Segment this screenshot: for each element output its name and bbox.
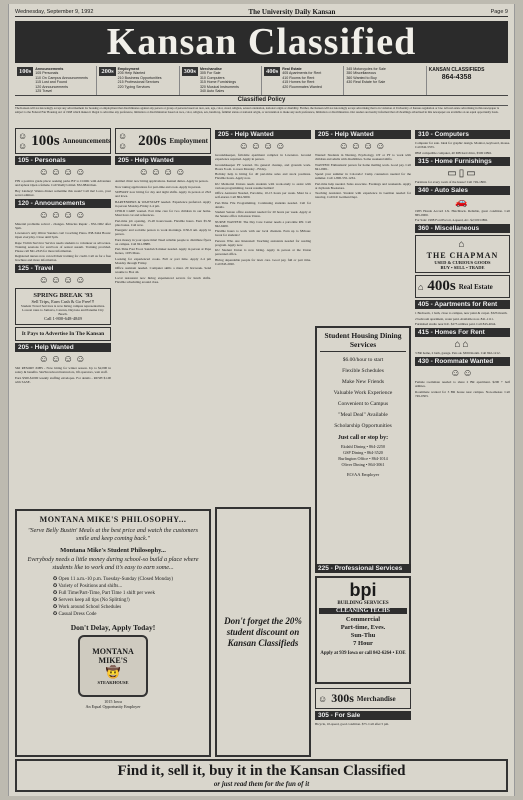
category-item: 360 Wanted to Buy (346, 75, 377, 80)
find-it-subline: or just read them for the fun of it (213, 780, 310, 788)
classified-ad: WANTED: Enthusiastic person for home mailing work. Good pay. Call 841-0001. (315, 162, 411, 171)
dining-benefit: $6.00/hour to start (342, 357, 384, 363)
category-item: 210 Business Opportunities (117, 75, 162, 80)
folio-page-number: Page 9 (490, 8, 508, 15)
section-heading: 315 - Home Furnishings (415, 157, 510, 166)
masthead (15, 21, 508, 63)
people-icon: ☺ (318, 693, 329, 704)
classified-ad: Furniture for every room of the house! Call 749-1800. (415, 179, 487, 184)
banner-label: Announcements (62, 137, 111, 145)
classified-ad: Looking for experienced cooks. Full or part time. Apply 2-4 pm Monday through Friday. (115, 256, 211, 265)
section-banner-400s (415, 275, 510, 298)
montana-benefit: ✪ Variety of Positions and shifts... (53, 584, 123, 589)
classified-ad: Hiring dependable people for lawn care. Good pay, full or part time. Call 843-2020. (215, 257, 311, 266)
classified-ad: Teaching Assistant. Student with experience in German needed for tutoring. Call KU German Dept. (315, 191, 411, 199)
category-box: 100s (19, 68, 32, 75)
discount-text: Don't forget the 20% student discount on Kansan Classifieds (224, 615, 302, 648)
contact-box (429, 67, 485, 81)
category-item: 430 Real Estate for Sale (346, 80, 386, 85)
discount-promo (215, 507, 311, 757)
montana-benefit: ✪ Open 11 a.m.-10 p.m. Tuesday-Sunday (Closed Monday) (53, 577, 173, 582)
classified-ad: KU Student Union is now hiring. Apply in person at the Union personnel office. (215, 248, 311, 256)
cowboy-icon: 🤠 (105, 665, 121, 679)
section-heading: 205 - Help Wanted (315, 130, 411, 139)
category-item: 220 Typing Services (117, 84, 150, 89)
classified-ad: Material problems solved - changes. Miracles Repair - 832-1962 after 5pm. (15, 221, 111, 230)
category-200s (97, 66, 179, 95)
people-icon: ☺☺☺☺ (38, 167, 88, 178)
classified-ad: Earn $500-$1000 weekly stuffing envelopes. For details - RUSH $1.00 with SASE. (15, 375, 111, 384)
classified-ad: CHILD CARE wanted. Part time care for two children in our home. Must have car and references. (115, 209, 211, 217)
dining-benefit: Valuable Work Experience (333, 390, 393, 396)
section-heading: 105 - Personals (15, 156, 111, 165)
banner-number: 100s (31, 132, 60, 149)
classified-ad: Furnished studio near KU. $275 utilities paid. Call 843-4044. (415, 322, 497, 326)
category-list (118, 67, 162, 89)
category-item: 205 Help Wanted (117, 71, 146, 76)
section-banner-300s (315, 688, 411, 709)
benefit-text: Servers keep all tips (No Splitting!) (58, 598, 130, 603)
folio-date: Wednesday, September 9, 1992 (15, 8, 94, 15)
dining-eo: EO/AA Employer (346, 472, 380, 477)
dining-benefit: Make New Friends (341, 379, 385, 385)
category-box: 400s (265, 68, 279, 75)
house-icon: ⌂⌂ (454, 339, 471, 350)
montana-benefits (23, 576, 203, 618)
banner-label: Real Estate (458, 282, 493, 291)
section-heading: 340 - Auto Sales (415, 186, 510, 195)
section-heading: 205 - Help Wanted (15, 343, 111, 352)
classified-ad: Rape Victim Survivor Service needs students to volunteer as advocates. Training sessions for survivors of sexual assault. Training provided. Please call 841-2345 for more information. (15, 240, 111, 253)
section-heading: 310 - Computers (415, 130, 510, 139)
category-list (200, 67, 239, 93)
bpi-logo: bpi (349, 580, 377, 600)
category-name: Merchandise (199, 67, 222, 71)
travel-ad (15, 288, 111, 325)
classified-ad: Part-Time Fast Food. Sandwich maker needed. Apply in person at Papa Kenos, 1035 Mass. (115, 247, 211, 255)
folio-line (15, 7, 508, 17)
column-1 (15, 128, 111, 513)
classified-ad: Flexible hours to work with our local clientele. Earn up to $8/hour. Great for students! (215, 229, 311, 237)
section-heading: 120 - Announcements (15, 199, 111, 208)
people-icon: ☺☺ (118, 131, 129, 151)
promo-text: It Pays to Advertise In The Kansan (21, 331, 105, 337)
category-list (35, 67, 88, 93)
bpi-line: Sun-Thu (350, 632, 376, 639)
column-5 (415, 128, 510, 758)
section-heading: 225 - Professional Services (315, 564, 411, 573)
montana-benefit: ✪ Work around School Schedules (53, 605, 122, 610)
classified-ad: 1 Bedroom, 1 bath, close to campus, new paint & carpet. $325/month. (415, 311, 508, 315)
banner-label: Employment (169, 137, 208, 145)
contact-label: KANSAN CLASSIFIEDS (428, 67, 485, 73)
furniture-icon: ▭▯▭ (447, 167, 478, 179)
car-icon: 🚗 (455, 196, 470, 208)
classified-ad: 1985 Honda Accord LX. Hatchback. Reliable, great condition. Call 865-0000. (415, 208, 510, 217)
category-item: 315 Home Furnishings (199, 80, 237, 85)
category-400s (262, 66, 344, 95)
chapman-title: THE CHAPMAN (426, 251, 499, 260)
travel-ad-line: Sell Trips, Earn Cash & Go Free!!! (31, 299, 95, 304)
category-item: 405 Apartments for Rent (282, 71, 322, 76)
chapman-line: BUY • SELL • TRADE (440, 265, 485, 270)
column-4-lower (315, 688, 411, 758)
dining-phone: Oliver Dining • 864-3061 (341, 462, 385, 467)
benefit-text: Casual Dress Code (58, 612, 97, 617)
category-list (346, 67, 386, 85)
category-item: 110 On Campus Announcements (35, 75, 88, 80)
category-item: 215 Professional Services (117, 80, 160, 85)
policy-text-block (15, 107, 508, 125)
section-heading: 125 - Travel (15, 264, 111, 273)
section-heading: 405 - Apartments for Rent (415, 300, 510, 309)
logo-top-text: MONTANA MIKE'S (92, 647, 134, 665)
banner-label: Merchandise (356, 694, 396, 703)
classified-ad: Lawrence's only Oliver Sanders can! Coaching Piano. 838-3444 Hours: Open everyday. Close until 5pm. (15, 231, 111, 239)
classified-ad: Energetic and sociable person to work mornings. 6:30-9 am. Apply in person. (115, 228, 211, 236)
category-item: 420 Roommates Wanted (282, 84, 322, 89)
contact-phone: 864-4358 (441, 74, 472, 81)
people-icon: ☺☺ (450, 368, 475, 379)
montana-benefit: ✪ Servers keep all tips (No Splitting!) (53, 598, 130, 603)
category-300s-extra (344, 66, 426, 95)
column-4 (315, 128, 411, 323)
policy-text: The Kansan will not knowingly accept any advertisement for housing or employment that discriminates against any person or group of persons based on race, sex, age, color, creed, religion, sexual orientation, national origin or disability. Further, the Kansan will not knowingly accept advertising that is in violation of University of Kansas regulation or law. All real estate advertising in this newspaper is subject to the Federal Fair Housing Act of 1968 which makes it illegal to advertise any preference, limitation or discrimination based on race, color, religion, sex, handicap, familial status or national origin, or an intention to make any such preference, limitation or discrimination. Our readers are hereby informed that all dwellings advertised in this newspaper are available on an equal opportunity basis. (15, 107, 499, 114)
bpi-apply: Apply at 939 Iowa or call 842-6264 • EOE (320, 651, 406, 656)
category-item: 305 For Sale (199, 71, 221, 76)
newspaper-page (8, 4, 515, 796)
category-item: 410 Rooms for Rent (282, 75, 315, 80)
masthead-title: Kansan Classified (106, 21, 417, 63)
category-item: 415 Homes for Rent (282, 80, 315, 85)
classified-ad: Holiday help is hiring for 40 part-time sales and stock positions. Flexible hours. Apply now. (215, 172, 311, 180)
category-item: 115 Lost and Found (35, 80, 67, 85)
column-2 (115, 128, 211, 503)
classified-ad: Part-Time File Programming. Continuing students needed. Call for details. (215, 200, 311, 209)
montana-title: MONTANA MIKE'S PHILOSOPHY... (39, 515, 187, 524)
classified-ad: Roommate wanted for 3 BR house near campus. Non-smoker. Call 749-0303. (415, 389, 510, 398)
classified-ad: SUBWAY now hiring for day and night shifts. Apply in person at 23rd and Iowa. (115, 190, 211, 198)
bpi-line: 7 Hour (353, 640, 373, 647)
classified-ad: Earn money in your spare time! Need reliable people to distribute flyers on campus. Call 841-8888. (115, 237, 211, 246)
logo-bottom-text: STEAKHOUSE (97, 680, 129, 685)
chapman-sub: USED & CURIOUS GOODS (434, 260, 491, 265)
category-box: 200s (101, 68, 114, 75)
professional-services-head-wrap (315, 564, 411, 574)
classified-ad: Student Senate office assistant needed for 20 hours per week. Apply at the Senate office in Kansas Union. (215, 210, 311, 218)
bpi-sub: BUILDING SERVICES (337, 601, 389, 606)
travel-ad-line: Call 1-800-648-4849 (44, 316, 82, 321)
classified-ad: Now taking applications for part-time and cook. Apply in person. (115, 184, 202, 189)
dining-benefit: "Meal Deal" Available (338, 412, 388, 418)
section-heading: 205 - Help Wanted (215, 130, 311, 139)
find-it-headline: Find it, sell it, buy it in the Kansan Classified (117, 763, 406, 779)
travel-ad-line: Student Travel Services is now hiring campus representatives. Lowest rates to Jamaica, Cancun, Daytona and Panama City Beach. (20, 304, 106, 316)
chapman-ad (415, 235, 510, 273)
category-item: 340 Auto Sales (199, 89, 225, 94)
classified-ad: Part-time job opening, 15-20 hours/week. Flexible hours. Earn $5.50 plus bonus. Call now. (115, 218, 211, 227)
category-index (15, 66, 508, 96)
category-item: 320 Musical Instruments (199, 84, 239, 89)
classified-ad: Part-time help needed. Sales associate. Evenings and weekends. Apply at Jayhawk Bookstore. (315, 181, 411, 190)
classified-ad: Groundskeeper PT wanted. Do general cleanup, and grounds work. Hours 8 a.m. to noon Monday - Friday. (215, 162, 311, 171)
dining-benefit: Flexible Schedules (342, 368, 384, 374)
people-icon: ☺☺☺☺ (338, 141, 388, 152)
montana-benefit: ✪ Casual Dress Code (53, 612, 97, 617)
benefit-text: Full Time/Part-Time, Part Time 1 shift per week (58, 591, 155, 596)
montana-eo: An Equal Opportunity Employer (85, 704, 141, 709)
classified-ad: Computer for sale. Ideal for graphic design. Monitor, keyboard, mouse. Call 842-5555. (415, 141, 510, 149)
section-heading: 360 - Miscellaneous (415, 224, 510, 233)
people-icon: ☺☺☺☺ (38, 209, 88, 221)
column-3 (215, 128, 311, 503)
section-heading: 305 - For Sale (315, 711, 411, 720)
classified-ad: Hey Lindsey! Wanna dinner sometime this week? Call me! Love, your secret admirer. (15, 188, 111, 197)
classified-ad: Registered nurses now can tell their training for credit. Call us for a free brochure and more information. (15, 254, 111, 262)
classified-ad: 2 bedroom apartment, water paid. Available now. 841-1111. (415, 316, 494, 321)
classified-ad: IBM compatible computer, 40 MB hard drive, $500 OBO. (415, 150, 492, 155)
category-item: 350 Miscellaneous (346, 71, 377, 76)
category-name: Announcements (35, 67, 64, 71)
dining-phone: Burlington Office • 864-1014 (338, 456, 388, 461)
montana-mikes-logo (78, 635, 148, 697)
banner-number: 400s (427, 278, 456, 294)
classified-ad: For Sale: 1988 Ford Escort, 4-speed, AC. $2,500 OBO. (415, 218, 488, 222)
montana-address: 1015 Iowa (104, 699, 122, 704)
montana-quote-2: Everybody needs a little money during school-so build a place where students like to work and it's easy to earn some... (27, 556, 199, 571)
category-item: 120 Announcements (35, 84, 69, 89)
people-icon: ☺☺☺☺ (138, 167, 188, 178)
dining-call: Just call or stop by: (337, 435, 389, 441)
bpi-line: Part-time, Eves. (340, 624, 386, 631)
category-name: Real Estate (282, 67, 302, 71)
category-item: 105 Personals (35, 71, 59, 76)
dining-benefit: Scholarship Opportunities (334, 423, 392, 429)
bpi-line: Commercial (345, 616, 381, 623)
benefit-text: Open 11 a.m.-10 p.m. Tuesday-Sunday (Closed Monday) (58, 577, 173, 582)
banner-number: 300s (331, 691, 354, 705)
section-heading: 205 - Help Wanted (115, 156, 211, 165)
category-item: 345 Motorcycles for Sale (346, 67, 386, 71)
people-icon: ☺☺ (18, 131, 29, 151)
montana-benefit: ✪ Full Time/Part-Time, Part Time 1 shift per week (53, 591, 155, 596)
find-it-banner (15, 759, 508, 792)
category-300s (180, 66, 262, 95)
house-icon: ⌂ (418, 281, 425, 292)
benefit-text: Work around School Schedules (58, 605, 122, 610)
dining-benefit: Convenient to Campus (337, 401, 389, 407)
classified-ad: BARTENDERS & WAITSTAFF needed. Experience preferred. Apply in person Monday-Friday 2-4 pm. (115, 199, 211, 208)
section-banner-100s (15, 128, 111, 154)
section-banner-200s (115, 128, 211, 154)
classified-ad: Office Assistant Needed, Part-time, 10-15 hours per week. Must be a self-starter. Call 864-3000. (215, 191, 311, 199)
section-heading: 415 - Homes For Rent (415, 328, 510, 337)
category-list (282, 67, 322, 89)
contact-cell (427, 66, 508, 95)
classified-ad: SKI RESORT JOBS - Now hiring for winter season. Up to $2,000 in salary & benefits. Ski/Snowboard instructors, lift operators, wait staff. (15, 366, 111, 374)
dining-title: Student Housing Dining Services (320, 331, 406, 352)
storefront-icon: ⌂ (458, 239, 467, 250)
classified-ad: NURSE WANTED: The Day Care Center needs a part-time RN. Call 842-6400. (215, 219, 311, 228)
benefit-text: Variety of Positions and shifts... (58, 584, 123, 589)
section-heading: 430 - Roommate Wanted (415, 357, 510, 366)
dining-phone: Ekdahl Dining • 864-2250 (340, 444, 386, 449)
bpi-ad (315, 576, 411, 684)
classified-ad: Local restaurant now hiring experienced servers for lunch shifts. Flexible scheduling around class. (115, 275, 211, 284)
classified-ad: Wanted: Students in Nursing, Psychology, OT or PT to work with children and adults with disabilities. Some weekend shifts. (315, 153, 411, 161)
classified-ad: Bicycle, 10-speed, good condition. $75. Call after 5 pm. (315, 722, 390, 726)
classified-ad: Groundskeeper, full-time apartment complex in Lawrence. Ground experience required. Apply in person. (215, 153, 311, 161)
category-100s (15, 66, 97, 95)
promo-box (15, 327, 111, 341)
montana-apply: Don't Delay, Apply Today! (70, 623, 156, 632)
travel-ad-title: SPRING BREAK '93 (33, 292, 93, 299)
classified-ad: Female roommate needed to share 2 BR apartment. $200 + half utilities. (415, 380, 510, 388)
category-item: 310 Computers (199, 75, 225, 80)
classified-ad: 3 BR home, 2 bath, garage. Pets ok. $650/month. Call 842-1212. (415, 351, 501, 355)
category-item: 125 Travel (35, 89, 53, 94)
classified-ad: Office assistant needed. Computer skills a must. 20 hrs/week. Send resume to Box 44. (115, 266, 211, 274)
people-icon: ☺☺☺☺ (238, 141, 288, 152)
dining-services-ad (315, 326, 411, 572)
people-icon: ☺☺☺☺ (38, 354, 88, 365)
category-box: 300s (183, 68, 196, 75)
montana-subtitle: Montana Mike's Student Philosophy... (60, 547, 166, 554)
policy-title: Classified Policy (15, 97, 508, 106)
dining-phone: GSP Dining • 864-3520 (343, 450, 383, 455)
banner-number: 200s (138, 132, 167, 149)
classified-ad: Animal clinic now hiring applications. Kennel duties. Apply in person. (115, 179, 209, 183)
classified-ad: KU Memorial Unions needs students with work-study to assist with various programming. Great resume builder! (215, 181, 311, 190)
montana-mikes-ad (15, 509, 211, 757)
folio-paper-name: The University Daily Kansan (248, 7, 336, 16)
people-icon: ☺☺☺☺ (38, 275, 88, 286)
classified-ad: Spend your summer in Colorado! Camp counselors needed for the summer. Call 1-800-555-1234. (315, 172, 411, 180)
bpi-heading: CLEANING TECHS (319, 608, 407, 614)
montana-quote: "Serve Belly Bustin' Meals at the best price and watch the customers smile and keep coming back." (27, 527, 199, 542)
classified-ad: Persons Who Are Interested: Teaching assistants needed for reading program. Apply now. (215, 238, 311, 247)
category-name: Employment (117, 67, 140, 71)
classified-ad: PIN a positive grade place: seeking parks BY to COOK with Adventure and upbeat Open a female. Call Shelly's mind. 832-8844 then. (15, 179, 111, 187)
